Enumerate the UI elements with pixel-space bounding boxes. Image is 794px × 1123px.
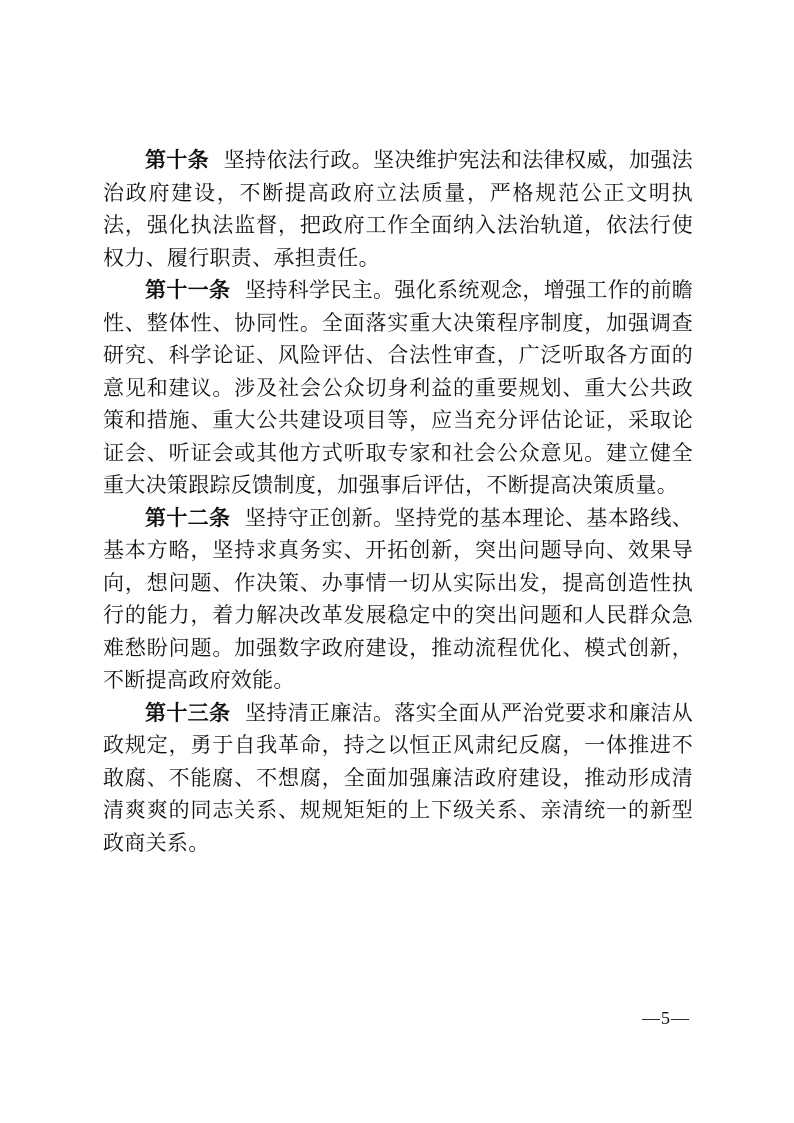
article-title: 第十二条 [145, 505, 231, 530]
article-body: 坚持依法行政。坚决维护宪法和法律权威，加强法治政府建设，不断提高政府立法质量，严格规范公正文明执法，强化执法监督，把政府工作全面纳入法治轨道，依法行使权力、履行职责、承担责任。 [103, 148, 693, 270]
article-body: 坚持守正创新。坚持党的基本理论、基本路线、基本方略，坚持求真务实、开拓创新，突出问题导向、效果导向，想问题、作决策、办事情一切从实际出发，提高创造性执行的能力，着力解决改革发展稳定中的突出问题和人民群众急难愁盼问题。加强数字政府建设，推动流程优化、模式创新，不断提高政府效能。 [103, 505, 693, 692]
article-body: 坚持科学民主。强化系统观念，增强工作的前瞻性、整体性、协同性。全面落实重大决策程序制度，加强调查研究、科学论证、风险评估、合法性审查，广泛听取各方面的意见和建议。涉及社会公众切身利益的重要规划、重大公共政策和措施、重大公共建设项目等，应当充分评估论证，采取论证会、听证会或其他方式听取专家和社会公众意见。建立健全重大决策跟踪反馈制度，加强事后评估，不断提高决策质量。 [103, 278, 693, 497]
article-body: 坚持清正廉洁。落实全面从严治党要求和廉洁从政规定，勇于自我革命，持之以恒正风肃纪反腐，一体推进不敢腐、不能腐、不想腐，全面加强廉洁政府建设，推动形成清清爽爽的同志关系、规规矩矩的上下级关系、亲清统一的新型政商关系。 [103, 700, 693, 855]
article-paragraph [103, 502, 693, 697]
article-paragraph [103, 274, 693, 502]
article-paragraph [103, 144, 693, 274]
article-title: 第十一条 [145, 278, 231, 302]
page-number: —5— [642, 1008, 690, 1028]
article-title: 第十条 [145, 148, 209, 172]
article-paragraph [103, 697, 693, 860]
document-body [103, 144, 693, 859]
article-title: 第十三条 [145, 700, 231, 725]
